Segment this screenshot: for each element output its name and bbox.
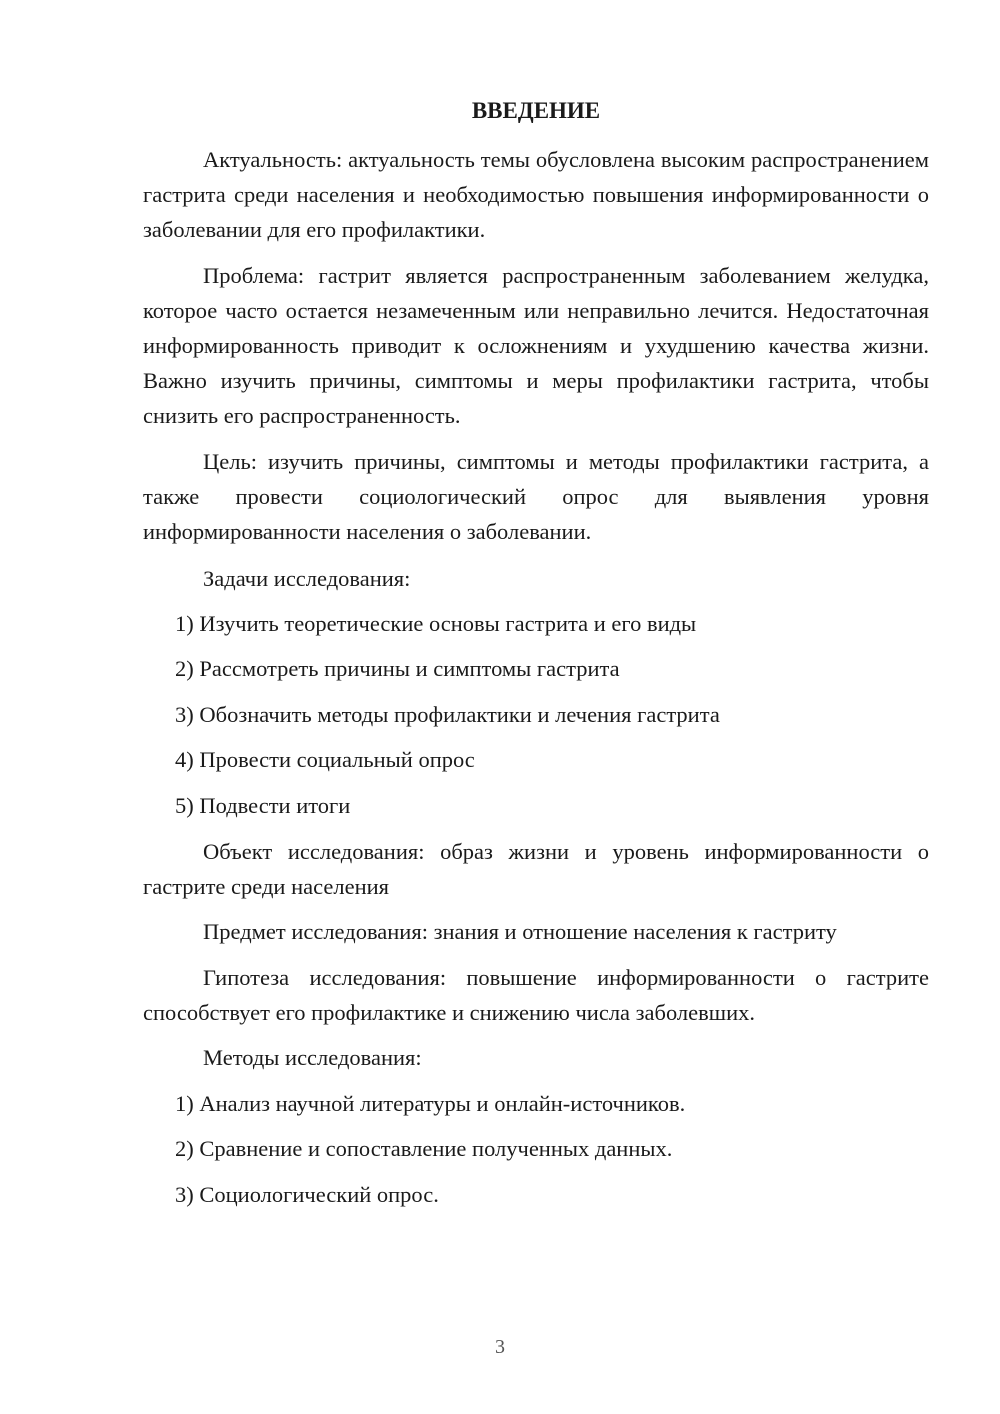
subject-paragraph: Предмет исследования: знания и отношение населения к гастриту <box>203 919 837 944</box>
task-item: 5) Подвести итоги <box>175 793 351 818</box>
method-item: 1) Анализ научной литературы и онлайн-источников. <box>175 1091 686 1116</box>
page-number: 3 <box>495 1336 505 1358</box>
tasks-title: Задачи исследования: <box>203 566 411 591</box>
section-heading: ВВЕДЕНИЕ <box>471 98 601 123</box>
task-item: 2) Рассмотреть причины и симптомы гастрита <box>175 656 620 681</box>
method-item: 2) Сравнение и сопоставление полученных данных. <box>175 1136 673 1161</box>
task-item: 4) Провести социальный опрос <box>175 747 475 772</box>
task-item: 3) Обозначить методы профилактики и лечения гастрита <box>175 702 720 727</box>
hypothesis-paragraph: Гипотеза исследования: повышение информированности о гастрите способствует его профилактике и снижению числа заболевших. <box>143 965 929 1025</box>
methods-title: Методы исследования: <box>203 1045 422 1070</box>
goal-paragraph: Цель: изучить причины, симптомы и методы профилактики гастрита, а также провести социологический опрос для выявления уровня информированности населения о заболевании. <box>143 449 929 544</box>
relevance-paragraph: Актуальность: актуальность темы обусловлена высоким распространением гастрита среди населения и необходимостью повышения информированности о заболевании для его профилактики. <box>143 147 929 242</box>
object-paragraph: Объект исследования: образ жизни и уровень информированности о гастрите среди населения <box>143 839 929 899</box>
method-item: 3) Социологический опрос. <box>175 1182 439 1207</box>
task-item: 1) Изучить теоретические основы гастрита и его виды <box>175 611 697 636</box>
problem-paragraph: Проблема: гастрит является распространенным заболеванием желудка, которое часто остается незамеченным или неправильно лечится. Недостаточная информированность приводит к осложнениям и ухудшению качества жизни. Важно изучить причины, симптомы и меры профилактики гастрита, чтобы снизить его распространенность. <box>143 263 929 428</box>
